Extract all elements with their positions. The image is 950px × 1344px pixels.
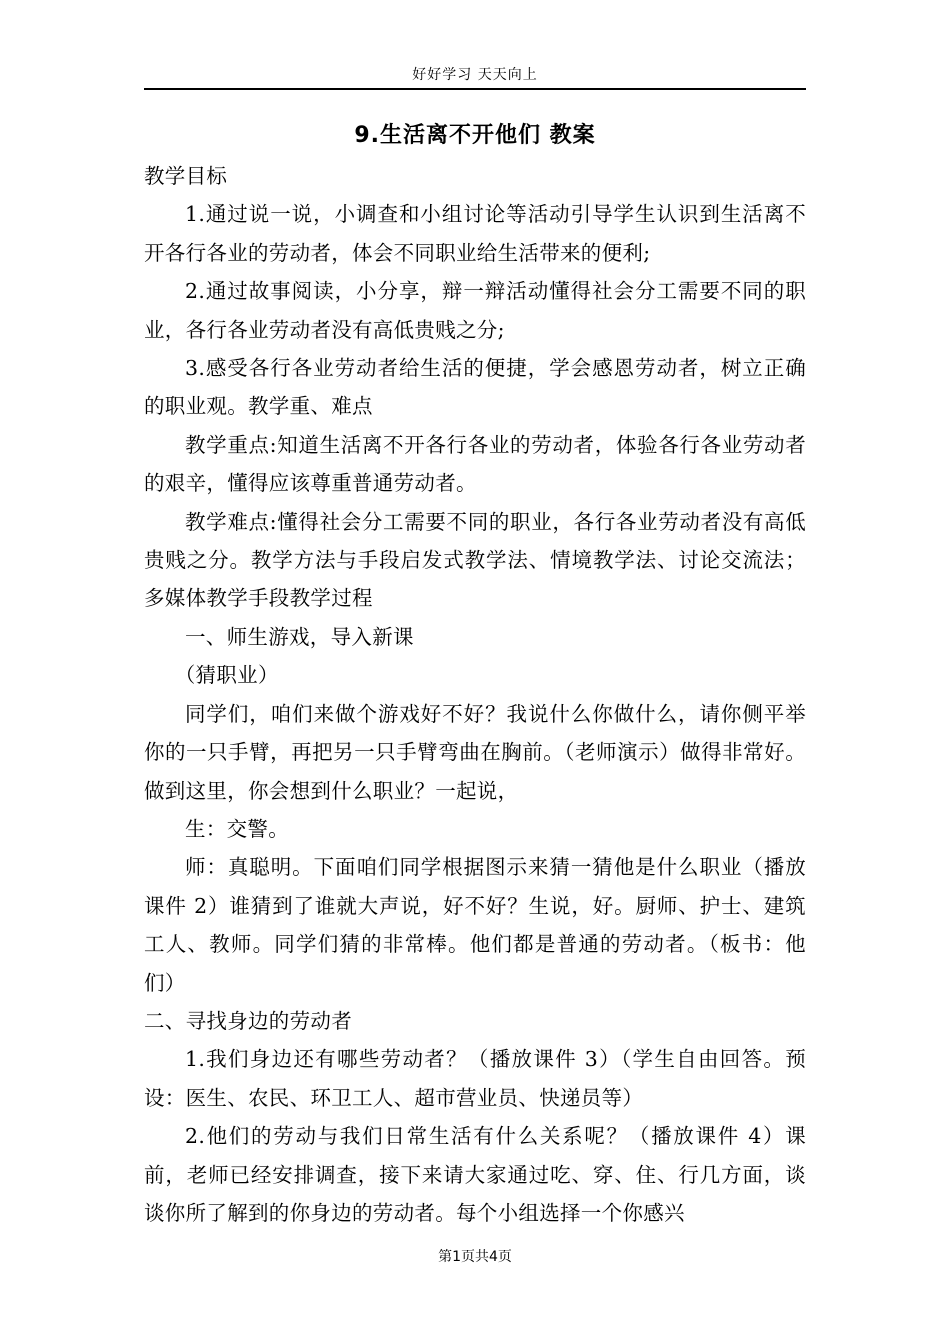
paragraph: 1.我们身边还有哪些劳动者？（播放课件 3）（学生自由回答。预设：医生、农民、环卫工人、超市营业员、快递员等） xyxy=(144,1047,806,1110)
paragraph: 教学重点:知道生活离不开各行各业的劳动者，体验各行各业劳动者的艰辛，懂得应该尊重普通劳动者。 xyxy=(144,432,806,496)
paragraph: 师：真聪明。下面咱们同学根据图示来猜一猜他是什么职业（播放课件 2）谁猜到了谁就大声说，好不好？生说，好。厨师、护士、建筑工人、教师。同学们猜的非常棒。他们都是普通的劳动者。（板书：他们） xyxy=(144,855,806,995)
paragraph: 同学们，咱们来做个游戏好不好？我说什么你做什么，请你侧平举你的一只手臂，再把另一只手臂弯曲在胸前。（老师演示）做得非常好。做到这里，你会想到什么职业？一起说， xyxy=(144,701,806,803)
page-footer: 第1页共4页 xyxy=(438,1249,512,1265)
section-heading: 二、寻找身边的劳动者 xyxy=(144,1008,352,1033)
paragraph: 2.通过故事阅读，小分享，辩一辩活动懂得社会分工需要不同的职业，各行各业劳动者没有高低贵贱之分; xyxy=(144,279,806,342)
paragraph: 1.通过说一说，小调查和小组讨论等活动引导学生认识到生活离不开各行各业的劳动者，体会不同职业给生活带来的便利; xyxy=(144,202,806,265)
section-heading: 教学目标 xyxy=(144,164,228,188)
paragraph: 生：交警。 xyxy=(185,816,289,841)
paragraph: 2.他们的劳动与我们日常生活有什么关系呢？（播放课件 4）课前，老师已经安排调查，接下来请大家通过吃、穿、住、行几方面，谈谈你所了解到的你身边的劳动者。每个小组选择一个你感兴 xyxy=(144,1124,806,1225)
page-header: 好好学习 天天向上 xyxy=(412,67,538,83)
paragraph: （猜职业） xyxy=(174,663,279,688)
header-divider xyxy=(144,88,806,90)
document-body xyxy=(144,157,806,1232)
paragraph: 3.感受各行各业劳动者给生活的便捷，学会感恩劳动者，树立正确的职业观。教学重、难点 xyxy=(144,356,806,419)
section-heading: 一、师生游戏，导入新课 xyxy=(185,624,414,649)
paragraph: 教学难点:懂得社会分工需要不同的职业，各行各业劳动者没有高低贵贱之分。教学方法与手段启发式教学法、情境教学法、讨论交流法；多媒体教学手段教学过程 xyxy=(144,509,806,611)
document-title: 9.生活离不开他们 教案 xyxy=(354,123,596,148)
